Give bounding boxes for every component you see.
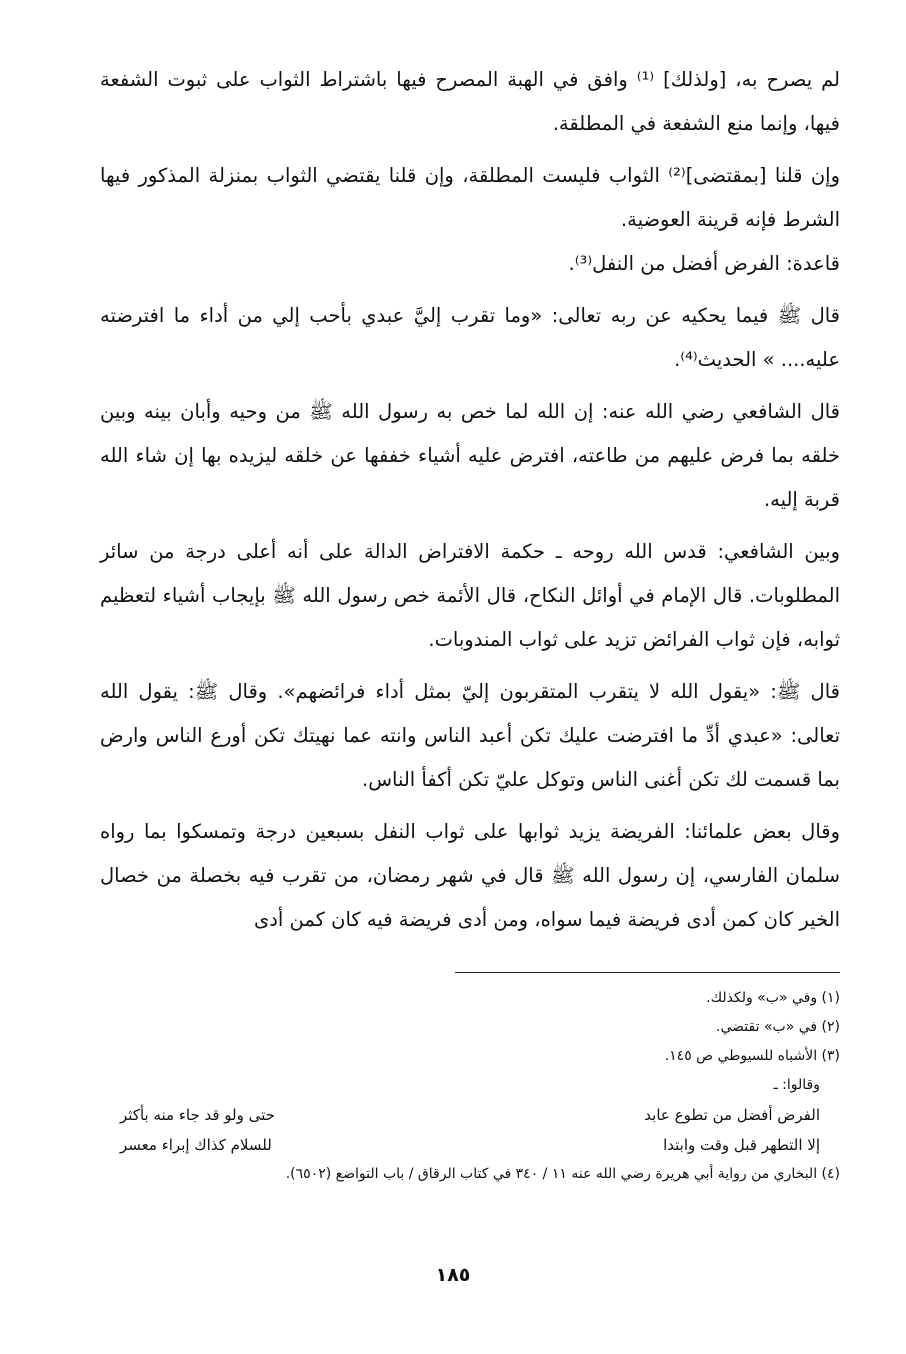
poem-hemistich: حتى ولو قد جاء منه بأكثر [120,1106,275,1124]
paragraph-3-rule-heading: قاعدة: الفرض أفضل من النفل⁽³⁾. [568,252,840,275]
poem-verse [120,1130,820,1160]
footnote-1: (١) وفي «ب» ولكذلك. [706,990,840,1006]
footnotes [100,984,840,1189]
paragraph-4: قال ﷺ فيما يحكيه عن ربه تعالى: «وما تقرب إليَّ عبدي بأحب إلي من أداء ما افترضته عليه.... » الحديث⁽⁴⁾. [100,304,840,371]
paragraph-8: وقال بعض علمائنا: الفريضة يزيد ثوابها على ثواب النفل بسبعين درجة وتمسكوا بما رواه سلمان الفارسي، إن رسول الله ﷺ قال في شهر رمضان، من تقرب فيه بخصلة من خصال الخير كان كمن أدى فريضة فيما سواه، ومن أدى فريضة فيه كان كمن أدى [100,820,840,931]
footnote-4: (٤) البخاري من رواية أبي هريرة رضي الله عنه ١١ / ٣٤٠ في كتاب الرقاق / باب التواضع (٦٥٠٢). [285,1166,840,1182]
footnote-2: (٢) في «ب» تقتضي. [716,1019,840,1035]
paragraph-5: قال الشافعي رضي الله عنه: إن الله لما خص به رسول الله ﷺ من وحيه وأبان بينه وبين خلقه بما فرض عليهم من طاعته، افترض عليه أشياء خففها عن خلقه ليزيده بها إن شاء الله قربة إليه. [100,400,840,511]
page-number: ١٨٥ [435,1264,471,1286]
paragraph-7: قال ﷺ: «يقول الله لا يتقرب المتقربون إليّ بمثل أداء فرائضهم». وقال ﷺ: يقول الله تعالى: «عبدي أدِّ ما افترضت عليك تكن أعبد الناس وانته عما نهيتك تكن أورع الناس وارض بما قسمت لك تكن أغنى الناس وتوكل عليّ تكن أكفأ الناس. [100,680,840,791]
poem [100,1100,840,1160]
footnote-3-intro: وقالوا: ـ [773,1077,820,1093]
poem-verse [120,1100,820,1130]
poem-hemistich: للسلام كذاك إبراء معسر [120,1136,272,1154]
paragraph-6: وبين الشافعي: قدس الله روحه ـ حكمة الافتراض الدالة على أنه أعلى درجة من سائر المطلوبات. قال الإمام في أوائل النكاح، قال الأئمة خص رسول الله ﷺ بإيجاب أشياء لتعظيم ثوابه، فإن ثواب الفرائض تزيد على ثواب المندوبات. [100,540,840,651]
paragraph-1: لم يصرح به، [ولذلك] ⁽¹⁾ وافق في الهبة المصرح فيها باشتراط الثواب على ثبوت الشفعة فيها، وإنما منع الشفعة في المطلقة. [100,68,841,135]
poem-hemistich: إلا التطهر قبل وقت وابتدا [663,1136,820,1154]
main-text [100,58,840,942]
poem-hemistich: الفرض أفضل من تطوع عابد [644,1106,820,1124]
paragraph-2: وإن قلنا [بمقتضى]⁽²⁾ الثواب فليست المطلقة، وإن قلنا يقتضي الثواب بمنزلة المذكور فيها الشرط فإنه قرينة العوضية. [100,164,840,231]
footnote-divider [455,972,840,973]
footnote-3: (٣) الأشباه للسيوطي ص ١٤٥. [664,1048,840,1064]
